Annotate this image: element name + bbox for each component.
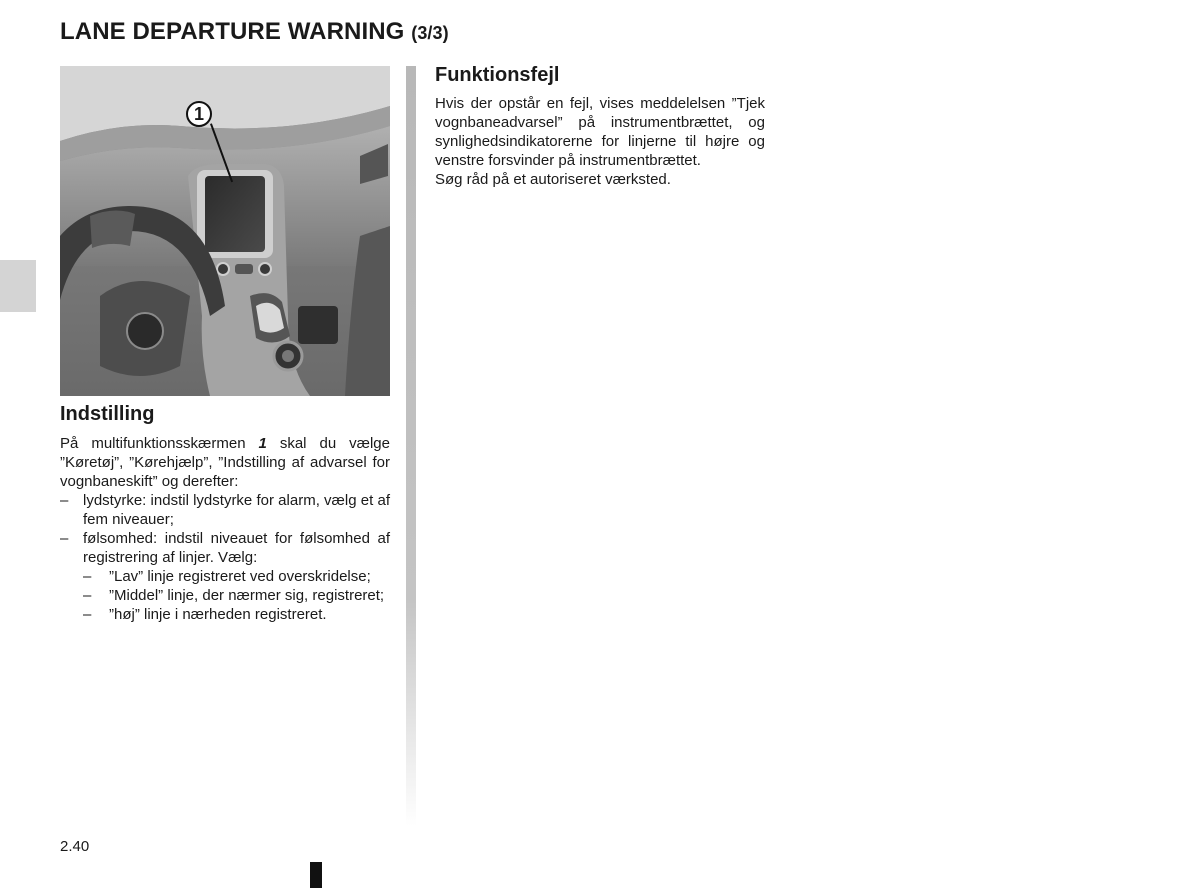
- sub-list-item-text: ”Lav” linje registreret ved overskridelse;: [109, 568, 371, 585]
- list-dash: –: [60, 492, 69, 509]
- dashboard-illustration: [60, 66, 390, 396]
- callout-1-label: 1: [193, 104, 204, 124]
- funktionsfejl-paragraph-2: Søg råd på et autoriseret værksted.: [435, 171, 671, 188]
- sub-list-item: [83, 567, 390, 586]
- list-item: [60, 491, 390, 529]
- sub-list-item-text: ”Middel” linje, der nærmer sig, registreret;: [109, 587, 385, 604]
- page-title: [60, 18, 449, 46]
- column-divider: [406, 66, 416, 826]
- sub-list-item: [83, 605, 390, 624]
- funktionsfejl-paragraph-1: Hvis der opstår en fejl, vises meddelelsen ”Tjek vognbaneadvarsel” på instrumentbrættet, og synlighedsindikatorerne for linjerne til højre og venstre forsvinder på instrumentbrættet.: [435, 95, 765, 169]
- list-item: [60, 529, 390, 567]
- print-marker: [310, 862, 322, 888]
- list-item-text: følsomhed: indstil niveauet for følsomhed af registrering af linjer. Vælg:: [83, 530, 390, 566]
- funktionsfejl-body: [435, 94, 765, 189]
- intro-ref-number: 1: [258, 435, 267, 452]
- list-item-text: lydstyrke: indstil lydstyrke for alarm, vælg et af fem niveauer;: [83, 492, 390, 528]
- intro-text-end: skal du vælge ”Køretøj”, ”Kørehjælp”, ”Indstilling af advarsel for vognbaneskift” og derefter:: [60, 435, 390, 490]
- list-dash: –: [83, 568, 92, 585]
- list-dash: –: [83, 606, 92, 623]
- section-heading-indstilling: Indstilling: [60, 403, 155, 425]
- page-title-part: (3/3): [411, 23, 449, 43]
- sub-list-item-text: ”høj” linje i nærheden registreret.: [109, 606, 327, 623]
- sub-list-item: [83, 586, 390, 605]
- indstilling-intro: [60, 434, 390, 491]
- indstilling-body: [60, 434, 390, 624]
- list-dash: –: [60, 530, 69, 547]
- callout-1: [186, 101, 212, 127]
- page-title-text: LANE DEPARTURE WARNING: [60, 18, 405, 45]
- intro-text-start: På multifunktionsskærmen: [60, 435, 259, 452]
- list-dash: –: [83, 587, 92, 604]
- page-number: 2.40: [60, 838, 90, 855]
- section-heading-funktionsfejl: Funktionsfejl: [435, 64, 560, 86]
- chapter-tab: [0, 260, 36, 312]
